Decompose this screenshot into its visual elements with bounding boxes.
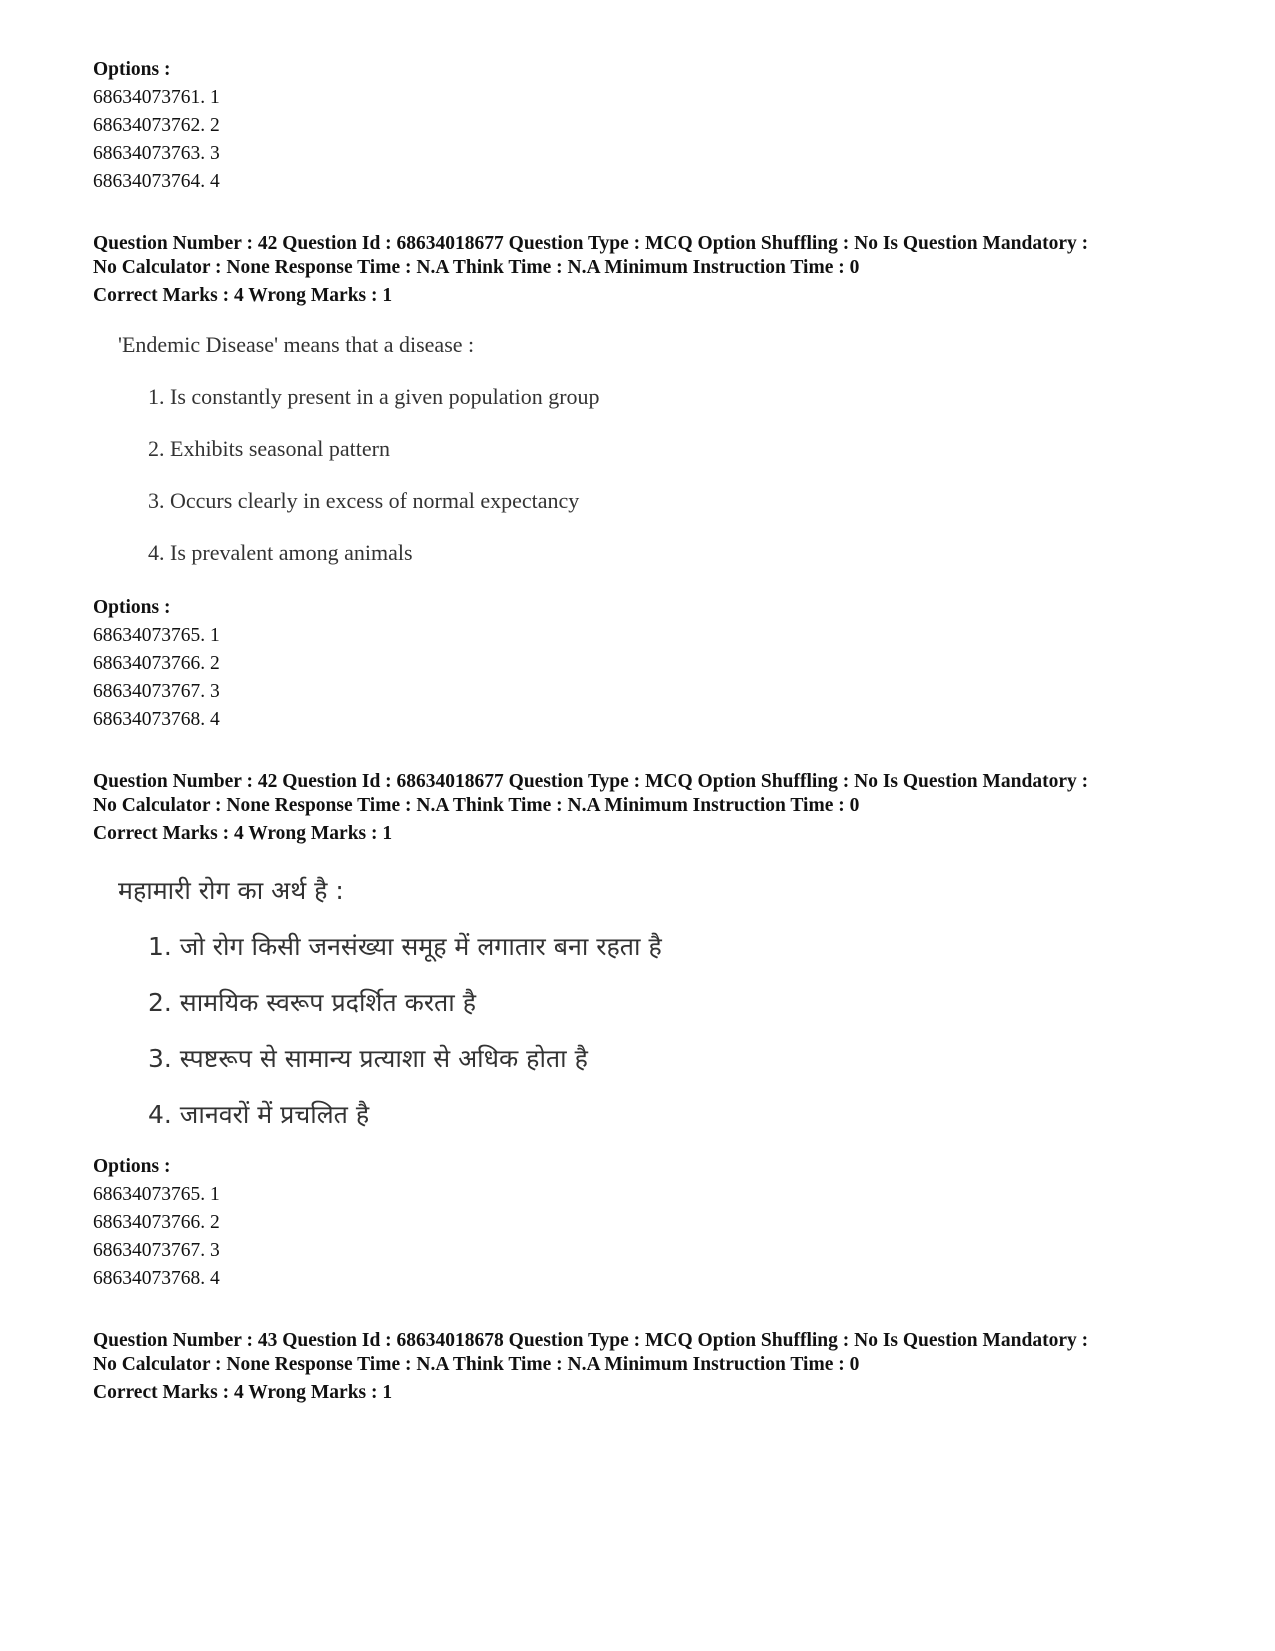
- question-meta-line: Question Number : 43 Question Id : 68634018678 Question Type : MCQ Option Shuffling : No Is Question Mandatory :: [93, 1330, 1089, 1351]
- options-block-2: [93, 594, 1215, 734]
- question-meta-line: Question Number : 42 Question Id : 68634018677 Question Type : MCQ Option Shuffling : No Is Question Mandatory :: [93, 771, 1089, 792]
- question-43-header: [93, 1329, 1215, 1405]
- question-choice: 3. स्पष्टरूप से सामान्य प्रत्याशा से अधिक होता है: [148, 1044, 588, 1073]
- options-label: Options :: [93, 1156, 171, 1177]
- question-choice: 2. सामयिक स्वरूप प्रदर्शित करता है: [148, 988, 476, 1017]
- option-item: 68634073765. 1: [93, 1184, 220, 1205]
- option-item: 68634073768. 4: [93, 709, 220, 730]
- option-item: 68634073764. 4: [93, 171, 220, 192]
- question-choice: 1. Is constantly present in a given population group: [148, 384, 600, 409]
- question-marks: Correct Marks : 4 Wrong Marks : 1: [93, 823, 393, 844]
- options-block-3: [93, 1153, 1215, 1293]
- question-meta-line: No Calculator : None Response Time : N.A Think Time : N.A Minimum Instruction Time : 0: [93, 1354, 860, 1375]
- question-meta-line: No Calculator : None Response Time : N.A Think Time : N.A Minimum Instruction Time : 0: [93, 795, 860, 816]
- option-item: 68634073762. 2: [93, 115, 220, 136]
- option-item: 68634073765. 1: [93, 625, 220, 646]
- question-choice: 2. Exhibits seasonal pattern: [148, 436, 390, 461]
- option-item: 68634073763. 3: [93, 143, 220, 164]
- option-item: 68634073766. 2: [93, 653, 220, 674]
- question-stem: महामारी रोग का अर्थ है :: [118, 876, 344, 905]
- question-meta-line: No Calculator : None Response Time : N.A Think Time : N.A Minimum Instruction Time : 0: [93, 257, 860, 278]
- question-42-hi-header: [93, 770, 1215, 846]
- question-marks: Correct Marks : 4 Wrong Marks : 1: [93, 285, 393, 306]
- question-meta-line: Question Number : 42 Question Id : 68634018677 Question Type : MCQ Option Shuffling : No Is Question Mandatory :: [93, 233, 1089, 254]
- options-label: Options :: [93, 597, 171, 618]
- question-choice: 4. Is prevalent among animals: [148, 540, 413, 565]
- question-marks: Correct Marks : 4 Wrong Marks : 1: [93, 1382, 393, 1403]
- question-choice: 4. जानवरों में प्रचलित है: [148, 1100, 370, 1129]
- option-item: 68634073767. 3: [93, 1240, 220, 1261]
- question-42-en-header: [93, 232, 1215, 308]
- options-label: Options :: [93, 59, 171, 80]
- option-item: 68634073766. 2: [93, 1212, 220, 1233]
- question-choice: 3. Occurs clearly in excess of normal expectancy: [148, 488, 580, 513]
- option-item: 68634073768. 4: [93, 1268, 220, 1289]
- option-item: 68634073767. 3: [93, 681, 220, 702]
- question-choice: 1. जो रोग किसी जनसंख्या समूह में लगातार बना रहता है: [148, 932, 662, 961]
- options-block-1: [93, 56, 1215, 196]
- option-item: 68634073761. 1: [93, 87, 220, 108]
- question-stem: 'Endemic Disease' means that a disease :: [118, 332, 475, 357]
